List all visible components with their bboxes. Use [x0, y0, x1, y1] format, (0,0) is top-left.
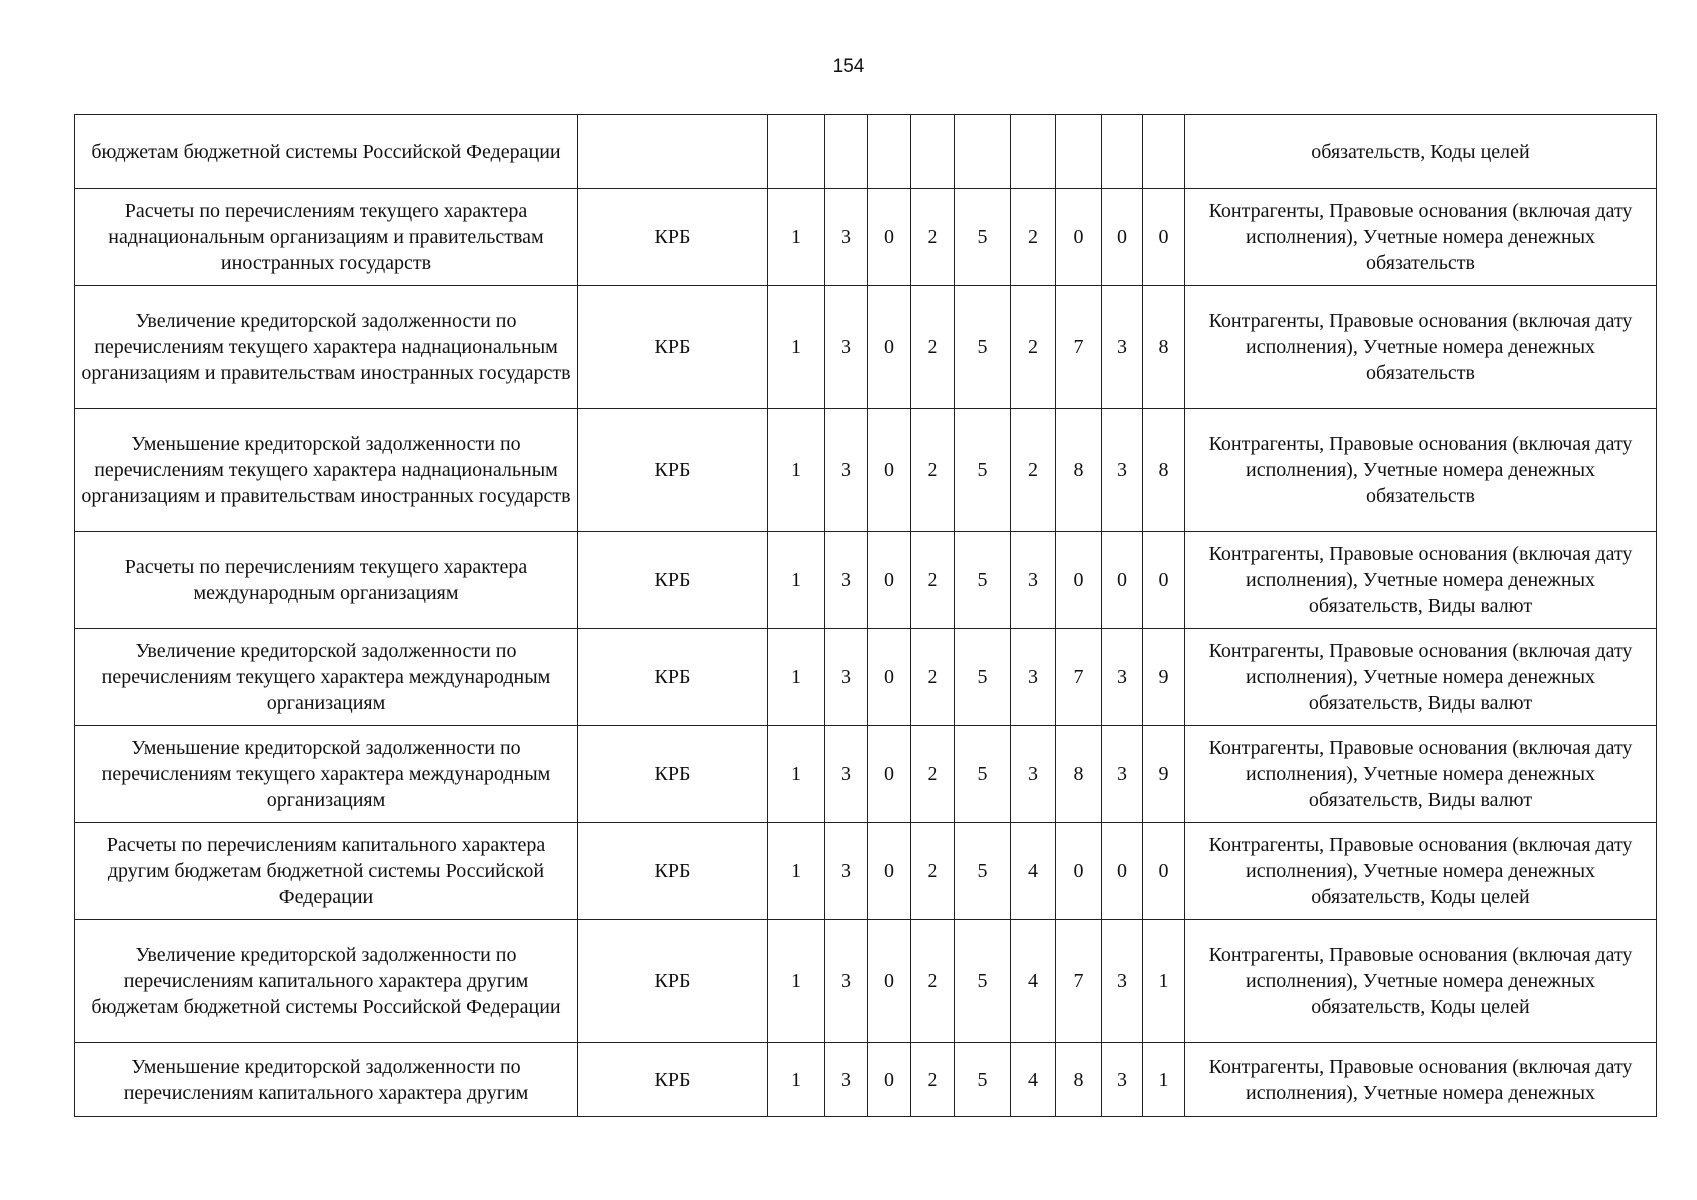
- account-digit-cell: [911, 115, 955, 189]
- account-digit-cell: [1056, 115, 1102, 189]
- account-digit-cell: 4: [1011, 823, 1056, 920]
- register-cell: КРБ: [578, 823, 768, 920]
- account-digit-cell: 0: [868, 409, 911, 532]
- account-digit-cell: 5: [955, 286, 1011, 409]
- account-digit-cell: 3: [1102, 920, 1143, 1043]
- account-digit-cell: 1: [768, 532, 825, 629]
- table-row: [75, 629, 1657, 726]
- account-digit-cell: 3: [1102, 629, 1143, 726]
- account-digit-cell: [825, 115, 868, 189]
- account-digit-cell: 0: [868, 532, 911, 629]
- register-cell: [578, 115, 768, 189]
- account-digit-cell: 5: [955, 823, 1011, 920]
- analytics-cell: Контрагенты, Правовые основания (включая дату исполнения), Учетные номера денежных обязательств: [1185, 189, 1657, 286]
- analytics-cell: Контрагенты, Правовые основания (включая дату исполнения), Учетные номера денежных обязательств: [1185, 286, 1657, 409]
- table-row: [75, 286, 1657, 409]
- analytics-cell: Контрагенты, Правовые основания (включая дату исполнения), Учетные номера денежных обязательств, Виды валют: [1185, 726, 1657, 823]
- account-name-cell: бюджетам бюджетной системы Российской Федерации: [75, 115, 578, 189]
- account-digit-cell: 3: [825, 726, 868, 823]
- account-digit-cell: 3: [1102, 286, 1143, 409]
- register-cell: КРБ: [578, 920, 768, 1043]
- analytics-cell: Контрагенты, Правовые основания (включая дату исполнения), Учетные номера денежных обязательств, Виды валют: [1185, 629, 1657, 726]
- account-digit-cell: [955, 115, 1011, 189]
- account-digit-cell: 0: [868, 1043, 911, 1117]
- account-digit-cell: 3: [825, 629, 868, 726]
- account-digit-cell: 3: [825, 189, 868, 286]
- account-digit-cell: 3: [1011, 629, 1056, 726]
- account-digit-cell: 7: [1056, 286, 1102, 409]
- account-digit-cell: 1: [768, 409, 825, 532]
- account-digit-cell: 5: [955, 409, 1011, 532]
- account-digit-cell: 2: [911, 286, 955, 409]
- account-digit-cell: 4: [1011, 1043, 1056, 1117]
- account-digit-cell: 8: [1056, 409, 1102, 532]
- table-row: [75, 115, 1657, 189]
- account-digit-cell: 3: [825, 286, 868, 409]
- table-row: [75, 409, 1657, 532]
- table-row: [75, 532, 1657, 629]
- account-digit-cell: 2: [911, 920, 955, 1043]
- account-digit-cell: 0: [868, 920, 911, 1043]
- account-name-cell: Увеличение кредиторской задолженности по перечислениям капитального характера другим бюджетам бюджетной системы Российской Федерации: [75, 920, 578, 1043]
- account-digit-cell: 0: [1056, 532, 1102, 629]
- analytics-cell: Контрагенты, Правовые основания (включая дату исполнения), Учетные номера денежных обязательств: [1185, 409, 1657, 532]
- table-row: [75, 726, 1657, 823]
- account-digit-cell: 2: [1011, 409, 1056, 532]
- account-digit-cell: 5: [955, 726, 1011, 823]
- account-digit-cell: 1: [768, 1043, 825, 1117]
- account-digit-cell: 3: [1011, 532, 1056, 629]
- account-digit-cell: 0: [1102, 189, 1143, 286]
- account-digit-cell: 1: [768, 726, 825, 823]
- account-digit-cell: 0: [868, 823, 911, 920]
- analytics-cell: обязательств, Коды целей: [1185, 115, 1657, 189]
- account-digit-cell: 5: [955, 629, 1011, 726]
- account-digit-cell: 5: [955, 189, 1011, 286]
- account-digit-cell: 3: [825, 532, 868, 629]
- account-name-cell: Уменьшение кредиторской задолженности по перечислениям капитального характера другим: [75, 1043, 578, 1117]
- account-name-cell: Уменьшение кредиторской задолженности по перечислениям текущего характера международным организациям: [75, 726, 578, 823]
- account-digit-cell: 0: [1143, 823, 1185, 920]
- account-name-cell: Расчеты по перечислениям текущего характера международным организациям: [75, 532, 578, 629]
- account-digit-cell: 4: [1011, 920, 1056, 1043]
- account-digit-cell: 9: [1143, 726, 1185, 823]
- account-digit-cell: 1: [768, 823, 825, 920]
- account-digit-cell: [868, 115, 911, 189]
- account-digit-cell: 3: [825, 409, 868, 532]
- account-digit-cell: 2: [911, 726, 955, 823]
- register-cell: КРБ: [578, 409, 768, 532]
- account-digit-cell: 3: [1102, 1043, 1143, 1117]
- account-name-cell: Увеличение кредиторской задолженности по перечислениям текущего характера международным организациям: [75, 629, 578, 726]
- account-digit-cell: 0: [1143, 189, 1185, 286]
- account-digit-cell: [1102, 115, 1143, 189]
- account-digit-cell: 8: [1056, 726, 1102, 823]
- account-digit-cell: 2: [1011, 286, 1056, 409]
- register-cell: КРБ: [578, 629, 768, 726]
- account-digit-cell: 0: [1102, 823, 1143, 920]
- account-digit-cell: [1143, 115, 1185, 189]
- account-digit-cell: 3: [1102, 409, 1143, 532]
- account-digit-cell: [768, 115, 825, 189]
- account-digit-cell: 7: [1056, 629, 1102, 726]
- table-row: [75, 823, 1657, 920]
- account-name-cell: Уменьшение кредиторской задолженности по перечислениям текущего характера наднациональным организациям и правительствам иностранных государств: [75, 409, 578, 532]
- account-digit-cell: 8: [1143, 409, 1185, 532]
- account-digit-cell: 1: [768, 286, 825, 409]
- account-digit-cell: 0: [868, 629, 911, 726]
- account-digit-cell: 1: [768, 189, 825, 286]
- table-row: [75, 920, 1657, 1043]
- register-cell: КРБ: [578, 189, 768, 286]
- account-digit-cell: 2: [911, 1043, 955, 1117]
- account-digit-cell: 0: [1056, 189, 1102, 286]
- analytics-cell: Контрагенты, Правовые основания (включая дату исполнения), Учетные номера денежных обязательств, Коды целей: [1185, 920, 1657, 1043]
- account-digit-cell: 2: [1011, 189, 1056, 286]
- account-digit-cell: 2: [911, 532, 955, 629]
- account-digit-cell: 5: [955, 920, 1011, 1043]
- account-digit-cell: [1011, 115, 1056, 189]
- account-digit-cell: 3: [1102, 726, 1143, 823]
- analytics-cell: Контрагенты, Правовые основания (включая дату исполнения), Учетные номера денежных обязательств, Виды валют: [1185, 532, 1657, 629]
- account-digit-cell: 3: [825, 823, 868, 920]
- page-number: 154: [832, 56, 865, 77]
- account-digit-cell: 7: [1056, 920, 1102, 1043]
- account-digit-cell: 3: [825, 1043, 868, 1117]
- account-digit-cell: 8: [1056, 1043, 1102, 1117]
- register-cell: КРБ: [578, 1043, 768, 1117]
- account-digit-cell: 1: [1143, 1043, 1185, 1117]
- accounts-table: [74, 114, 1657, 1117]
- account-digit-cell: 5: [955, 1043, 1011, 1117]
- account-digit-cell: 3: [1011, 726, 1056, 823]
- account-digit-cell: 2: [911, 409, 955, 532]
- account-digit-cell: 0: [868, 286, 911, 409]
- register-cell: КРБ: [578, 286, 768, 409]
- analytics-cell: Контрагенты, Правовые основания (включая дату исполнения), Учетные номера денежных обязательств, Коды целей: [1185, 823, 1657, 920]
- table-body: [75, 115, 1657, 1117]
- account-digit-cell: 5: [955, 532, 1011, 629]
- account-digit-cell: 9: [1143, 629, 1185, 726]
- table-row: [75, 189, 1657, 286]
- account-name-cell: Расчеты по перечислениям текущего характера наднациональным организациям и правительствам иностранных государств: [75, 189, 578, 286]
- account-digit-cell: 0: [1102, 532, 1143, 629]
- account-digit-cell: 2: [911, 189, 955, 286]
- account-name-cell: Расчеты по перечислениям капитального характера другим бюджетам бюджетной системы Российской Федерации: [75, 823, 578, 920]
- register-cell: КРБ: [578, 726, 768, 823]
- account-digit-cell: 3: [825, 920, 868, 1043]
- account-digit-cell: 0: [1143, 532, 1185, 629]
- account-digit-cell: 1: [768, 629, 825, 726]
- account-digit-cell: 0: [1056, 823, 1102, 920]
- analytics-cell: Контрагенты, Правовые основания (включая дату исполнения), Учетные номера денежных: [1185, 1043, 1657, 1117]
- account-digit-cell: 1: [768, 920, 825, 1043]
- account-digit-cell: 2: [911, 629, 955, 726]
- account-name-cell: Увеличение кредиторской задолженности по перечислениям текущего характера наднациональным организациям и правительствам иностранных государств: [75, 286, 578, 409]
- account-digit-cell: 8: [1143, 286, 1185, 409]
- register-cell: КРБ: [578, 532, 768, 629]
- account-digit-cell: 0: [868, 726, 911, 823]
- account-digit-cell: 0: [868, 189, 911, 286]
- table-row: [75, 1043, 1657, 1117]
- account-digit-cell: 1: [1143, 920, 1185, 1043]
- account-digit-cell: 2: [911, 823, 955, 920]
